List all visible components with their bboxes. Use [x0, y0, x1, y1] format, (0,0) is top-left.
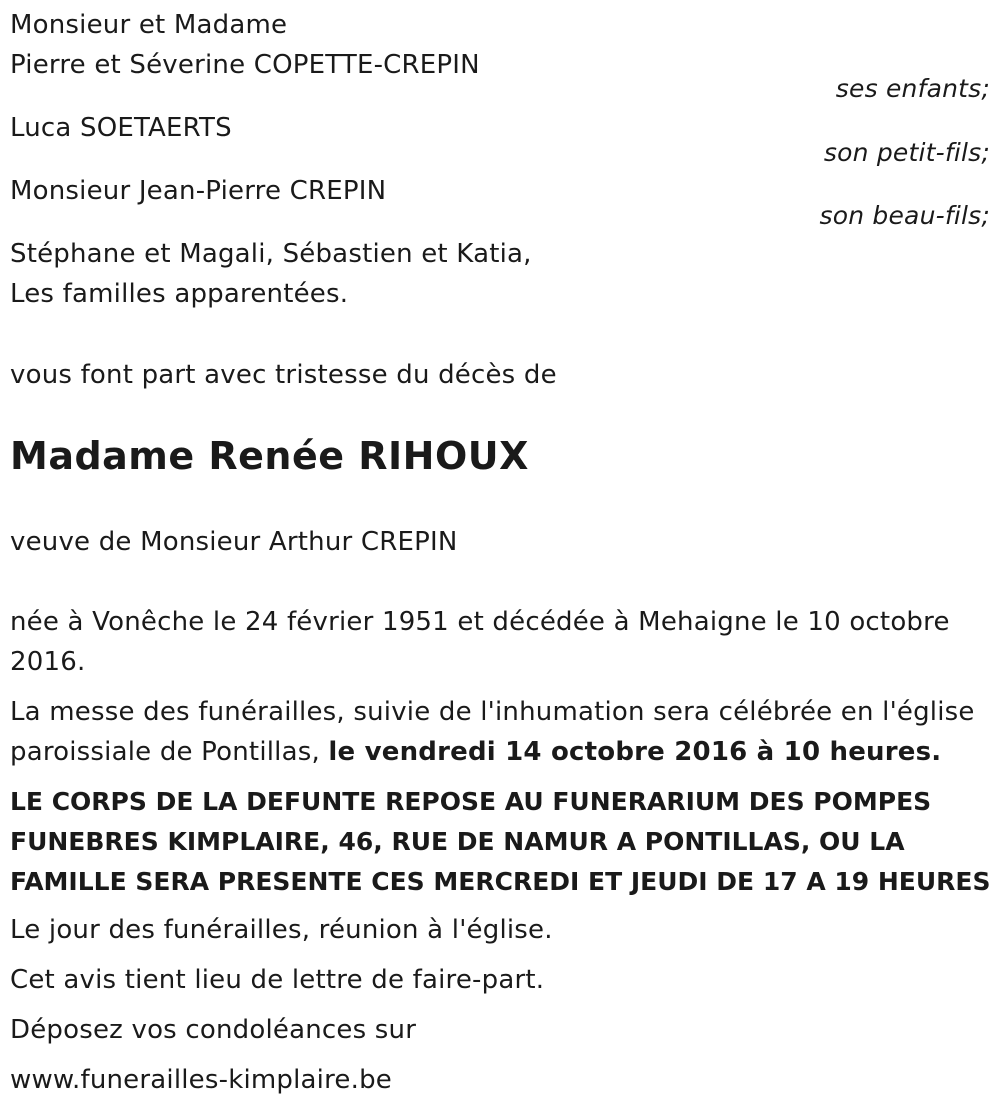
family-line-1: Monsieur et Madame: [10, 10, 288, 40]
family-line-6: Les familles apparentées.: [10, 279, 349, 309]
funeral-line-2-prefix: paroissiale de Pontillas,: [10, 737, 329, 767]
family-role-2: son petit-fils;: [823, 138, 990, 167]
funerarium-notice-line-2: FUNEBRES KIMPLAIRE, 46, RUE DE NAMUR A PONTILLAS, OU LA: [10, 827, 905, 856]
funeral-line-2: [10, 732, 941, 772]
family-line-5: Stéphane et Magali, Sébastien et Katia,: [10, 239, 532, 269]
deceased-dates-line-1: née à Vonêche le 24 février 1951 et décédée à Mehaigne le 10 octobre: [10, 607, 950, 637]
funeral-date-time: le vendredi 14 octobre 2016 à 10 heures.: [328, 737, 942, 767]
funerarium-notice-line-3: FAMILLE SERA PRESENTE CES MERCREDI ET JEUDI DE 17 A 19 HEURES: [10, 867, 991, 896]
meeting-info: Le jour des funérailles, réunion à l'église.: [10, 915, 553, 945]
deceased-spouse: veuve de Monsieur Arthur CREPIN: [10, 527, 458, 557]
website-link[interactable]: www.funerailles-kimplaire.be: [10, 1065, 392, 1095]
family-line-4: Monsieur Jean-Pierre CREPIN: [10, 176, 387, 206]
family-line-2: Pierre et Séverine COPETTE-CREPIN: [10, 50, 480, 80]
funerarium-notice-line-1: LE CORPS DE LA DEFUNTE REPOSE AU FUNERARIUM DES POMPES: [10, 787, 932, 816]
faire-part-notice: Cet avis tient lieu de lettre de faire-part.: [10, 965, 545, 995]
family-role-1: ses enfants;: [835, 74, 990, 103]
condolences-text: Déposez vos condoléances sur: [10, 1015, 417, 1045]
family-line-3: Luca SOETAERTS: [10, 113, 232, 143]
deceased-dates-line-2: 2016.: [10, 647, 86, 677]
funeral-line-1: La messe des funérailles, suivie de l'inhumation sera célébrée en l'église: [10, 697, 975, 727]
deceased-name: Madame Renée RIHOUX: [10, 434, 529, 478]
announcement: vous font part avec tristesse du décès de: [10, 360, 557, 390]
family-role-3: son beau-fils;: [819, 201, 990, 230]
